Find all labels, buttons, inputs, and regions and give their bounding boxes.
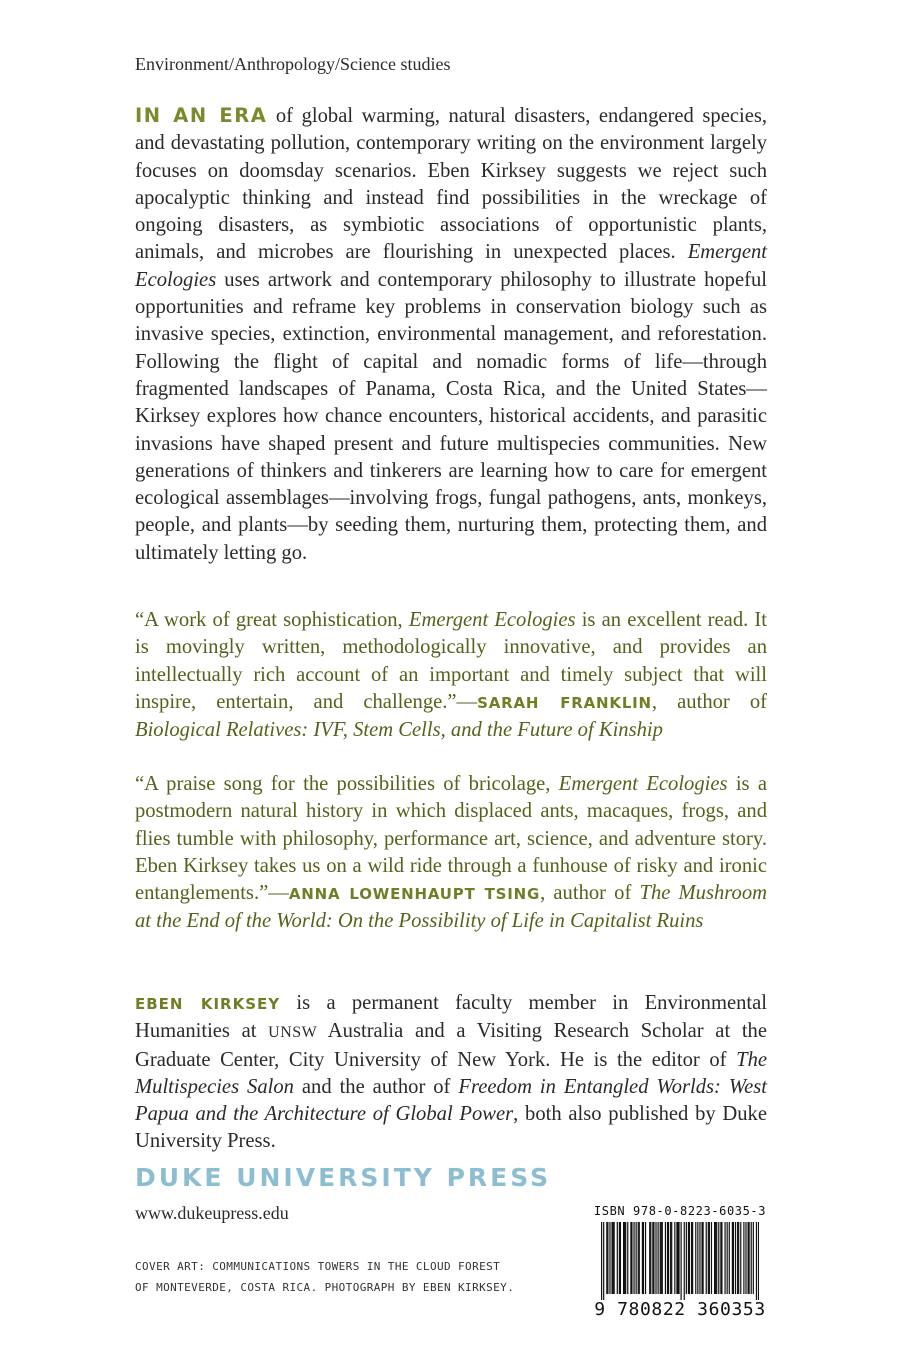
- endorser-name: ANNA LOWENHAUPT TSING: [288, 885, 541, 904]
- endorser-book-title: Biological Relatives: IVF, Stem Cells, and the Future of Kinship: [135, 719, 663, 742]
- barcode-bar: [681, 1222, 682, 1300]
- barcode-bar: [639, 1222, 640, 1294]
- barcode-bar: [729, 1222, 730, 1294]
- barcode-bar: [677, 1222, 678, 1294]
- barcode-bar: [727, 1222, 728, 1294]
- barcode-bar: [652, 1222, 653, 1294]
- author-book-title: Freedom in Entangled Worlds: West Papua and the Architecture of Global Power: [135, 1075, 767, 1126]
- barcode-bar: [738, 1222, 739, 1294]
- barcode-bar: [606, 1222, 607, 1294]
- description-lead-in: IN AN ERA: [135, 104, 268, 127]
- barcode-bar: [720, 1222, 721, 1294]
- barcode-bar: [714, 1222, 715, 1294]
- barcode-bar: [631, 1222, 632, 1294]
- barcode-bar: [733, 1222, 734, 1294]
- barcode-bar: [649, 1222, 650, 1294]
- barcode-bar: [653, 1222, 654, 1294]
- bio-text: UNSW: [268, 1024, 318, 1042]
- author-name: EBEN KIRKSEY: [135, 995, 281, 1013]
- barcode-bar: [751, 1222, 752, 1294]
- barcode-bar: [732, 1222, 733, 1294]
- barcode-bar: [695, 1222, 696, 1294]
- barcode-bar: [611, 1222, 612, 1294]
- description-text: uses artwork and contemporary philosophy to illustrate hopeful opportunities and reframe key problems in conservation biology such as invasive species, extinction, environmental management, and reforestation. Following the flight of capital and nomadic forms of life—through fragmented landscapes of Panama, Costa Rica, and the United States—Kirksey explores how chance encounters, historical accidents, and parasitic invasions have shaped present and future multispecies communities. New generations of thinkers and tinkerers are learning how to care for emergent ecological assemblages—involving frogs, fungal pathogens, ants, monkeys, people, and plants—by seeding them, nurturing them, protecting them, and ultimately letting go.: [135, 268, 767, 564]
- barcode-bar: [662, 1222, 663, 1294]
- barcode-bar: [665, 1222, 666, 1294]
- barcode-bar: [603, 1222, 604, 1300]
- barcode-bar: [643, 1222, 644, 1294]
- barcode-bar: [692, 1222, 693, 1294]
- endorsement-quote: [135, 607, 767, 744]
- barcode-bar: [661, 1222, 662, 1294]
- barcode-bar: [699, 1222, 700, 1294]
- barcode-icon: [601, 1222, 759, 1300]
- barcode-bar: [614, 1222, 615, 1294]
- barcode-bar: [691, 1222, 692, 1294]
- cover-credit-line: COVER ART: COMMUNICATIONS TOWERS IN THE CLOUD FOREST: [135, 1260, 501, 1273]
- barcode-bar: [686, 1222, 687, 1294]
- barcode-bar: [625, 1222, 626, 1294]
- category-label: Environment/Anthropology/Science studies: [135, 54, 451, 74]
- barcode-number: 9 780822 360353: [594, 1299, 766, 1320]
- barcode-bar: [601, 1222, 602, 1300]
- barcode-bar: [703, 1222, 704, 1294]
- description-text: of global warming, natural disasters, endangered species, and devastating pollution, contemporary writing on the environment largely focuses on doomsday scenarios. Eben Kirksey suggests we reject such apocalyptic thinking and instead find possibilities in the wreckage of ongoing disasters, as symbiotic associations of opportunistic plants, animals, and microbes are flourishing in unexpected places.: [135, 105, 767, 264]
- barcode-bar: [716, 1222, 717, 1294]
- barcode-bar: [613, 1222, 614, 1294]
- barcode-bar: [724, 1222, 725, 1294]
- endorsement-quote: [135, 771, 767, 936]
- barcode-bar: [715, 1222, 716, 1294]
- publisher-website[interactable]: www.dukeupress.edu: [135, 1203, 289, 1223]
- book-title: Emergent Ecologies: [558, 773, 728, 795]
- barcode-bar: [756, 1222, 757, 1300]
- publisher-name: DUKE UNIVERSITY PRESS: [135, 1163, 552, 1192]
- isbn-barcode: [593, 1200, 767, 1326]
- barcode-bar: [671, 1222, 672, 1294]
- barcode-bar: [678, 1222, 679, 1294]
- quote-text: is an excellent read. It is movingly written, methodologically innovative, and provides an intellectually rich account of an important and timely subject that will inspire, entertain, and challenge.”—: [135, 609, 768, 713]
- endorser-name: SARAH FRANKLIN: [477, 693, 652, 712]
- barcode-bar: [674, 1222, 675, 1294]
- barcode-bar: [660, 1222, 661, 1294]
- barcode-bar: [623, 1222, 624, 1294]
- book-title: Emergent Ecologies: [135, 241, 767, 291]
- barcode-bar: [617, 1222, 618, 1294]
- barcode-bar: [676, 1222, 677, 1294]
- bio-text: Australia and a Visiting Research Scholar at the Graduate Center, City University of New York. He is the editor of: [135, 1020, 767, 1071]
- quote-text: is a postmodern natural history in which displaced ants, macaques, frogs, and flies tumble with philosophy, performance art, science, and adventure story. Eben Kirksey takes us on a wild ride through a funhouse of risky and ironic entanglements.”—: [135, 773, 767, 905]
- barcode-bar: [711, 1222, 712, 1294]
- barcode-bar: [753, 1222, 754, 1294]
- barcode-bar: [758, 1222, 759, 1300]
- barcode-bar: [636, 1222, 637, 1294]
- barcode-bar: [667, 1222, 668, 1294]
- barcode-bar: [633, 1222, 634, 1294]
- barcode-bar: [737, 1222, 738, 1294]
- isbn-label: ISBN 978-0-8223-6035-3: [593, 1204, 767, 1218]
- barcode-bar: [609, 1222, 610, 1294]
- bio-text: , both also published by Duke University Press.: [135, 1103, 767, 1153]
- quote-text: “A work of great sophistication,: [135, 609, 409, 631]
- barcode-bar: [630, 1222, 631, 1294]
- barcode-bar: [706, 1222, 707, 1294]
- barcode-bar: [638, 1222, 639, 1294]
- author-book-title: The Multispecies Salon: [135, 1048, 767, 1098]
- barcode-bar: [619, 1222, 620, 1294]
- barcode-bar: [684, 1222, 685, 1300]
- barcode-bar: [668, 1222, 669, 1294]
- barcode-bar: [718, 1222, 719, 1294]
- barcode-bar: [627, 1222, 628, 1294]
- barcode-bar: [747, 1222, 748, 1294]
- cover-credit-line: OF MONTEVERDE, COSTA RICA. PHOTOGRAPH BY EBEN KIRKSEY.: [135, 1281, 515, 1294]
- barcode-bar: [650, 1222, 651, 1294]
- barcode-bar: [709, 1222, 710, 1294]
- book-description: [135, 102, 767, 567]
- barcode-bar: [620, 1222, 621, 1294]
- barcode-bar: [642, 1222, 643, 1294]
- barcode-bar: [607, 1222, 608, 1294]
- barcode-bar: [697, 1222, 698, 1294]
- barcode-bar: [689, 1222, 690, 1294]
- barcode-bar: [670, 1222, 671, 1294]
- bio-text: is a permanent faculty member in Environmental Humanities at: [135, 992, 767, 1043]
- barcode-bar: [749, 1222, 750, 1294]
- barcode-bar: [708, 1222, 709, 1294]
- barcode-bar: [658, 1222, 659, 1294]
- barcode-bar: [624, 1222, 625, 1294]
- quote-text: “A praise song for the possibilities of bricolage,: [135, 773, 559, 795]
- barcode-bar: [645, 1222, 646, 1294]
- book-title: Emergent Ecologies: [408, 609, 576, 631]
- endorser-book-title: The Mushroom at the End of the World: On the Possibility of Life in Capitalist Ruins: [135, 882, 767, 933]
- quote-text: , author of: [651, 690, 768, 713]
- quote-text: , author of: [540, 882, 640, 905]
- barcode-bar: [740, 1222, 741, 1294]
- barcode-bar: [745, 1222, 746, 1294]
- barcode-bar: [743, 1222, 744, 1294]
- barcode-bar: [701, 1222, 702, 1294]
- barcode-bar: [655, 1222, 656, 1294]
- cover-credit: [135, 1256, 555, 1298]
- author-bio: [135, 990, 767, 1156]
- barcode-bar: [688, 1222, 689, 1294]
- barcode-bar: [735, 1222, 736, 1294]
- barcode-bar: [721, 1222, 722, 1294]
- bio-text: and the author of: [293, 1075, 459, 1098]
